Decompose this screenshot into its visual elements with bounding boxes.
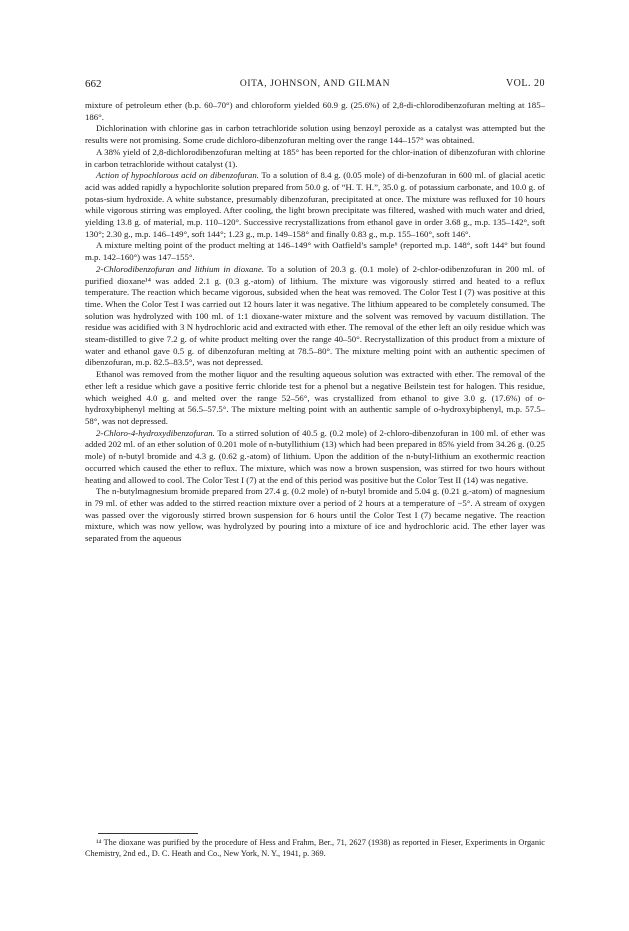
- running-head-authors: OITA, JOHNSON, AND GILMAN: [239, 79, 391, 89]
- paragraph: 2-Chlorodibenzofuran and lithium in dioxane. To a solution of 20.3 g. (0.1 mole) of 2-chlor-odibenzofuran in 200 ml. of purified dioxane¹⁴ was added 2.1 g. (0.3 g.-atom) of lithium. The mixture was vigorously stirred and heated to a reflux temperature. The reaction which became vigorous, subsided when the heat was removed. The Color Test I (7) was positive at this time. When the Color Test I was carried out 12 hours later it was negative. The lithium appeared to be completely consumed. The solution was hydrolyzed with 100 ml. of 1:1 dioxane-water mixture and the solvent was removed by vacuum distillation. The residue was acidified with 3 N hydrochloric acid and extracted with ether. The removal of the ether left an oily residue which was steam-distilled to give 7.2 g. of white product melting over the range 40–50°. Recrystallization of this product from a mixture of water and ethanol gave 0.5 g. of dibenzofuran melting at 78.5–80°. The mixture melting point with an authentic specimen of dibenzofuran, m.p. 82.5–83.5°, was not depressed.: [85, 263, 545, 368]
- footnote-divider: [98, 833, 198, 834]
- run-in-heading: 2-Chlorodibenzofuran and lithium in dioxane.: [96, 263, 264, 274]
- volume-number: VOL. 20: [505, 78, 545, 89]
- paragraph: A mixture melting point of the product melting at 146–149° with Oatfield’s sample⁶ (reported m.p. 148°, soft 144° but found m.p. 142–160°) was 147–155°.: [85, 240, 545, 263]
- paragraph: Action of hypochlorous acid on dibenzofuran. To a solution of 8.4 g. (0.05 mole) of di-benzofuran in 600 ml. of glacial acetic acid was added rapidly a hypochlorite solution prepared from 50.0 g. of “H. T. H.”, 35.0 g. of potassium carbonate, and 10.0 g. of potas-sium hydroxide. A white substance, presumably dibenzofuran, precipitated at once. The mixture was refluxed for 10 hours while vigorous stirring was employed. After cooling, the light brown precipitate was filtered, washed with much water and dried, yielding 13.8 g. of material, m.p. 110–120°. Successive recrystallizations from ethanol gave in order 3.68 g., m.p. 135–142°, soft 130°; 2.30 g., m.p. 146–149°, soft 144°; 1.23 g., m.p. 149–158° and finally 0.83 g., m.p. 155–160°, soft 146°.: [85, 170, 545, 239]
- page-number: 662: [85, 78, 102, 90]
- run-in-heading: 2-Chloro-4-hydroxydibenzofuran.: [96, 427, 215, 438]
- paragraph: Ethanol was removed from the mother liquor and the resulting aqueous solution was extracted with ether. The removal of the ether left a residue which gave a positive ferric chloride test for a phenol but a negative Beilstein test for halogen. This residue, which weighed 4.0 g. and melted over the range 52–56°, was crystallized from ethanol to give 3.0 g. (17.6%) of o-hydroxybiphenyl melting at 56.5–57.5°. The mixture melting point with an authentic sample of o-hydroxybiphenyl, m.p. 57.5–58°, was not depressed.: [85, 369, 545, 426]
- paragraph: 2-Chloro-4-hydroxydibenzofuran. To a stirred solution of 40.5 g. (0.2 mole) of 2-chloro-dibenzofuran in 100 ml. of ether was added 202 ml. of an ether solution of 0.201 mole of n-butyllithium (13) which had been prepared in 85% yield from 34.26 g. (0.25 mole) of n-butyl bromide and 4.3 g. (0.62 g.-atom) of lithium. Upon the addition of the n-butyl-lithium an exothermic reaction occurred which caused the ether to reflux. The mixture, which was now a brown suspension, was stirred for two hours without heating and allowed to cool. The Color Test I (7) at the end of this period was positive but the Color Test II (14) was negative.: [85, 427, 545, 485]
- paragraph: mixture of petroleum ether (b.p. 60–70°) and chloroform yielded 60.9 g. (25.6%) of 2,8-di-chlorodibenzofuran melting at 185–186°.: [85, 100, 545, 122]
- run-in-heading: Action of hypochlorous acid on dibenzofuran.: [96, 170, 259, 181]
- paragraph: A 38% yield of 2,8-dichlorodibenzofuran melting at 185° has been reported for the chlor-ination of dibenzofuran with chlorine in carbon tetrachloride without catalyst (1).: [85, 146, 545, 169]
- paragraph: Dichlorination with chlorine gas in carbon tetrachloride solution using benzoyl peroxide as a catalyst was attempted but the results were not promising. Some crude dichloro-dibenzofuran melting over the range 144–157° was obtained.: [85, 123, 545, 146]
- running-header: [85, 77, 545, 91]
- body-text: [85, 100, 545, 830]
- paragraph: The n-butylmagnesium bromide prepared from 27.4 g. (0.2 mole) of n-butyl bromide and 5.04 g. (0.21 g.-atom) of magnesium in 79 ml. of ether was added to the stirred reaction mixture over a period of 2 hours at a temperature of −5°. A stream of oxygen was passed over the vigorously stirred brown suspension for 6 hours until the Color Test I (7) became negative. The reaction mixture, which was now yellow, was hydrolyzed by pouring into a mixture of ice and hydrochloric acid. The ether layer was separated from the aqueous: [85, 486, 545, 544]
- footnote: ¹⁴ The dioxane was purified by the procedure of Hess and Frahm, Ber., 71, 2627 (1938) as reported in Fieser, Experiments in Organic Chemistry, 2nd ed., D. C. Heath and Co., New York, N. Y., 1941, p. 369.: [85, 838, 545, 858]
